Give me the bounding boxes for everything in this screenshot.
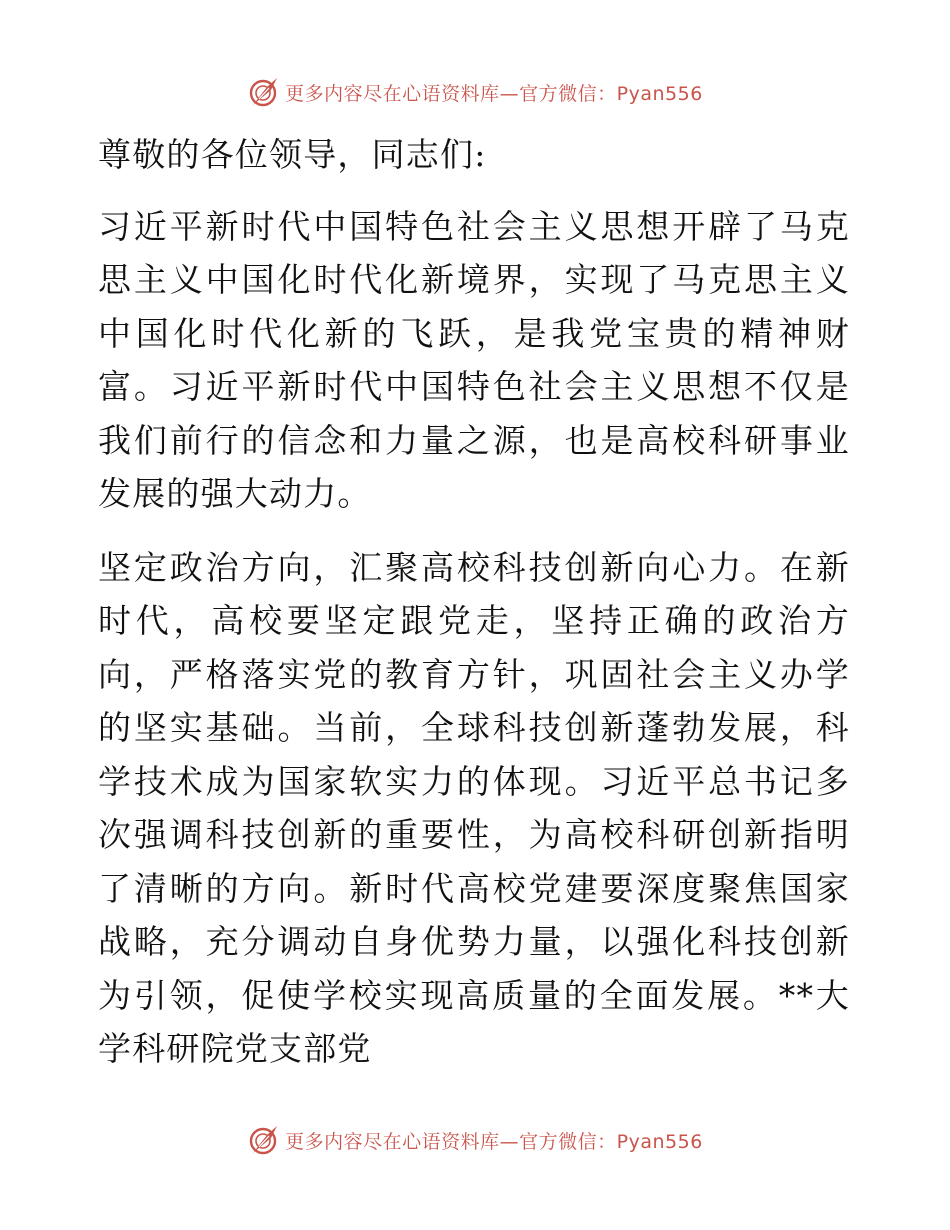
header-watermark [0,72,950,112]
paragraph-2: 坚定政治方向，汇聚高校科技创新向心力。在新时代，高校要坚定跟党走，坚持正确的政治方向，严格落实党的教育方针，巩固社会主义办学的坚实基础。当前，全球科技创新蓬勃发展，科学技术成为国家软实力的体现。习近平总书记多次强调科技创新的重要性，为高校科研创新指明了清晰的方向。新时代高校党建要深度聚焦国家战略，充分调动自身优势力量，以强化科技创新为引领，促使学校实现高质量的全面发展。**大学科研院党支部党 [98,547,850,1068]
watermark-text: 更多内容尽在心语资料库—官方微信：Pyan556 [285,82,703,105]
watermark-text: 更多内容尽在心语资料库—官方微信：Pyan556 [285,1130,703,1153]
document-body [98,128,850,1076]
quill-logo-icon [247,75,281,109]
paragraph-1: 习近平新时代中国特色社会主义思想开辟了马克思主义中国化时代化新境界，实现了马克思主义中国化时代化新的飞跃，是我党宝贵的精神财富。习近平新时代中国特色社会主义思想不仅是我们前行的信念和力量之源，也是高校科研事业发展的强大动力。 [98,206,850,513]
watermark-handle: Pyan556 [616,82,703,105]
quill-logo-icon [247,1123,281,1157]
greeting-line: 尊敬的各位领导，同志们: [98,135,487,174]
footer-watermark [0,1120,950,1160]
watermark-handle: Pyan556 [616,1130,703,1153]
